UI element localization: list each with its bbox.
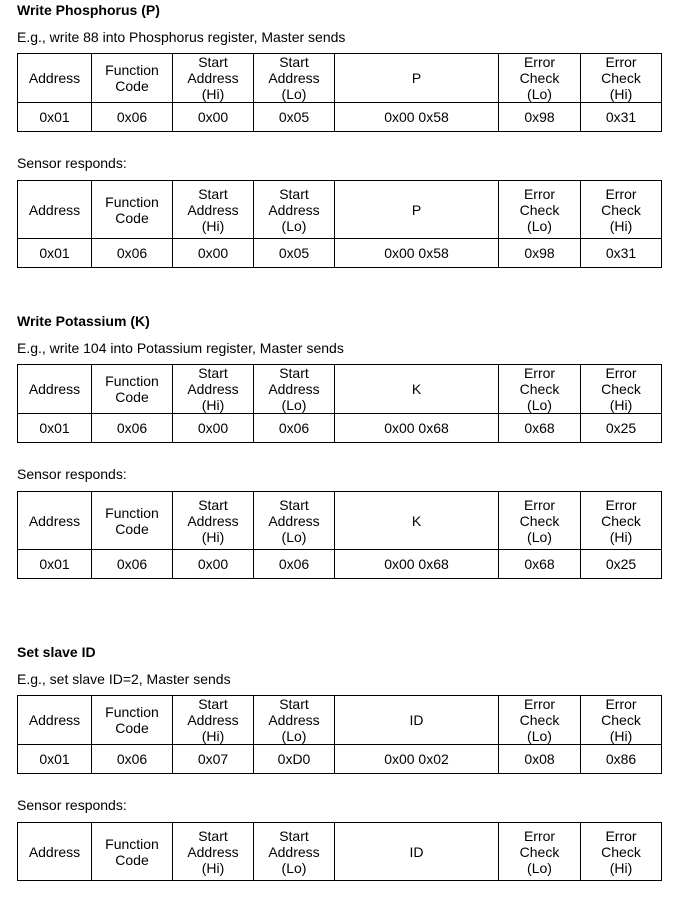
header-cell: K — [335, 492, 499, 550]
header-cell: Start Address (Lo) — [254, 492, 335, 550]
header-row — [18, 181, 662, 239]
frame-table-slave-id-master — [17, 695, 662, 774]
value-row — [18, 550, 662, 579]
header-cell: Error Check (Lo) — [499, 365, 581, 414]
header-cell: Start Address (Hi) — [173, 181, 254, 239]
value-cell: 0x31 — [581, 103, 662, 132]
header-row — [18, 823, 662, 881]
header-cell: Start Address (Hi) — [173, 823, 254, 881]
header-row — [18, 365, 662, 414]
value-cell: 0x00 — [173, 239, 254, 268]
value-cell: 0x00 0x68 — [335, 550, 499, 579]
value-cell: 0x01 — [18, 103, 92, 132]
value-cell: 0x00 — [173, 550, 254, 579]
value-cell: 0x68 — [499, 550, 581, 579]
value-cell: 0x25 — [581, 414, 662, 443]
value-row — [18, 103, 662, 132]
frame-table-slave-id-response — [17, 822, 662, 881]
frame-table-phosphorus-response — [17, 180, 662, 268]
header-cell: Error Check (Hi) — [581, 365, 662, 414]
value-cell: 0x06 — [92, 745, 173, 774]
header-cell: Start Address (Hi) — [173, 54, 254, 103]
header-cell: Error Check (Lo) — [499, 492, 581, 550]
header-cell: Function Code — [92, 54, 173, 103]
value-cell: 0x06 — [254, 550, 335, 579]
value-cell: 0x25 — [581, 550, 662, 579]
header-row — [18, 54, 662, 103]
value-cell: 0x00 — [173, 103, 254, 132]
value-cell: 0x68 — [499, 414, 581, 443]
value-cell: 0x01 — [18, 745, 92, 774]
header-cell: Error Check (Lo) — [499, 823, 581, 881]
value-cell: 0xD0 — [254, 745, 335, 774]
value-cell: 0x05 — [254, 239, 335, 268]
value-cell: 0x06 — [92, 550, 173, 579]
header-cell: Error Check (Lo) — [499, 696, 581, 745]
value-cell: 0x00 0x58 — [335, 239, 499, 268]
header-cell: Start Address (Lo) — [254, 365, 335, 414]
value-cell: 0x06 — [92, 414, 173, 443]
value-cell: 0x01 — [18, 414, 92, 443]
value-cell: 0x07 — [173, 745, 254, 774]
section-title-slave-id: Set slave ID — [17, 644, 96, 660]
value-cell: 0x00 — [173, 414, 254, 443]
header-cell: P — [335, 181, 499, 239]
header-cell: Address — [18, 54, 92, 103]
header-cell: Address — [18, 696, 92, 745]
value-cell: 0x00 0x58 — [335, 103, 499, 132]
header-cell: Function Code — [92, 696, 173, 745]
header-cell: Address — [18, 181, 92, 239]
header-cell: Start Address (Lo) — [254, 696, 335, 745]
header-cell: Start Address (Hi) — [173, 696, 254, 745]
frame-table-potassium-response — [17, 491, 662, 579]
header-cell: Error Check (Lo) — [499, 181, 581, 239]
value-cell: 0x08 — [499, 745, 581, 774]
value-cell: 0x00 0x68 — [335, 414, 499, 443]
value-cell: 0x06 — [254, 414, 335, 443]
header-cell: Address — [18, 492, 92, 550]
value-cell: 0x86 — [581, 745, 662, 774]
header-cell: K — [335, 365, 499, 414]
header-cell: Function Code — [92, 492, 173, 550]
value-cell: 0x06 — [92, 239, 173, 268]
header-cell: ID — [335, 696, 499, 745]
header-cell: P — [335, 54, 499, 103]
header-cell: Error Check (Lo) — [499, 54, 581, 103]
header-cell: Start Address (Hi) — [173, 365, 254, 414]
value-cell: 0x01 — [18, 550, 92, 579]
caption-slave-id-master: E.g., set slave ID=2, Master sends — [17, 671, 231, 687]
value-cell: 0x31 — [581, 239, 662, 268]
value-row — [18, 745, 662, 774]
header-cell: Start Address (Hi) — [173, 492, 254, 550]
header-cell: Function Code — [92, 823, 173, 881]
caption-slave-id-response: Sensor responds: — [17, 797, 127, 813]
value-cell: 0x01 — [18, 239, 92, 268]
header-cell: Start Address (Lo) — [254, 181, 335, 239]
frame-table-phosphorus-master — [17, 53, 662, 132]
header-cell: Address — [18, 823, 92, 881]
header-row — [18, 492, 662, 550]
caption-phosphorus-master: E.g., write 88 into Phosphorus register, Master sends — [17, 29, 346, 45]
header-cell: ID — [335, 823, 499, 881]
header-cell: Error Check (Hi) — [581, 492, 662, 550]
header-cell: Start Address (Lo) — [254, 54, 335, 103]
value-cell: 0x00 0x02 — [335, 745, 499, 774]
value-row — [18, 414, 662, 443]
caption-potassium-response: Sensor responds: — [17, 466, 127, 482]
header-cell: Function Code — [92, 365, 173, 414]
header-cell: Error Check (Hi) — [581, 54, 662, 103]
header-cell: Error Check (Hi) — [581, 181, 662, 239]
frame-table-potassium-master — [17, 364, 662, 443]
caption-potassium-master: E.g., write 104 into Potassium register, Master sends — [17, 340, 344, 356]
section-title-potassium: Write Potassium (K) — [17, 313, 150, 329]
value-cell: 0x98 — [499, 103, 581, 132]
header-cell: Function Code — [92, 181, 173, 239]
value-cell: 0x06 — [92, 103, 173, 132]
section-title-phosphorus: Write Phosphorus (P) — [17, 2, 160, 18]
header-cell: Start Address (Lo) — [254, 823, 335, 881]
value-cell: 0x05 — [254, 103, 335, 132]
header-cell: Error Check (Hi) — [581, 823, 662, 881]
header-row — [18, 696, 662, 745]
value-cell: 0x98 — [499, 239, 581, 268]
caption-phosphorus-response: Sensor responds: — [17, 155, 127, 171]
header-cell: Error Check (Hi) — [581, 696, 662, 745]
header-cell: Address — [18, 365, 92, 414]
value-row — [18, 239, 662, 268]
